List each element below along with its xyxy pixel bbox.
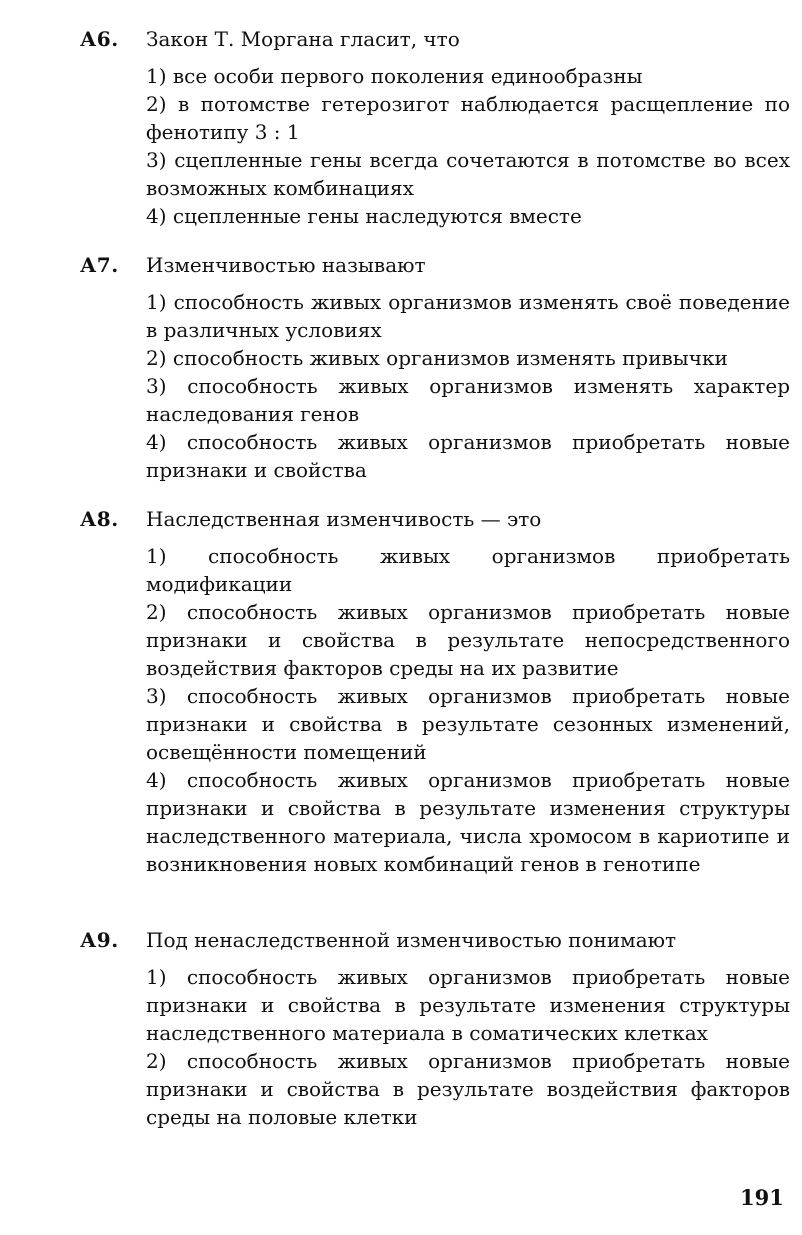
question-stem: Изменчивостью называют (146, 253, 426, 277)
answer-options (146, 62, 790, 230)
answer-option: 3) способность живых организмов приобретать новые признаки и свойства в результате сезонных изменений, освещённости помещений (146, 684, 790, 764)
answer-option: 1) способность живых организмов изменять своё поведение в различных условиях (146, 290, 790, 342)
answer-options (146, 542, 790, 878)
answer-option: 4) способность живых организмов приобретать новые признаки и свойства (146, 430, 790, 482)
answer-option: 1) способность живых организмов приобретать модификации (146, 544, 790, 596)
question-number: А7. (80, 253, 119, 277)
answer-option: 3) сцепленные гены всегда сочетаются в потомстве во всех возможных комбинациях (146, 148, 790, 200)
question-number: А8. (80, 507, 119, 531)
answer-option: 1) все особи первого поколения единообразны (146, 64, 643, 88)
answer-option: 2) в потомстве гетерозигот наблюдается расщепление по фенотипу 3 : 1 (146, 92, 790, 144)
answer-option: 3) способность живых организмов изменять характер наследования генов (146, 374, 790, 426)
answer-option: 1) способность живых организмов приобретать новые признаки и свойства в результате изменения структуры наследственного материала в соматических клетках (146, 965, 790, 1045)
question-stem: Наследственная изменчивость — это (146, 507, 542, 531)
answer-option: 2) способность живых организмов приобретать новые признаки и свойства в результате воздействия факторов среды на половые клетки (146, 1049, 790, 1129)
page-number: 191 (740, 1185, 784, 1210)
answer-option: 4) способность живых организмов приобретать новые признаки и свойства в результате изменения структуры наследственного материала, числа хромосом в кариотипе и возникновения новых комбинаций генов в генотипе (146, 768, 790, 876)
question-number: А9. (80, 928, 119, 952)
answer-option: 2) способность живых организмов приобретать новые признаки и свойства в результате непосредственного воздействия факторов среды на их развитие (146, 600, 790, 680)
question-stem: Под ненаследственной изменчивостью понимают (146, 928, 677, 952)
question-number: А6. (80, 27, 119, 51)
answer-options (146, 963, 790, 1131)
question-stem: Закон Т. Моргана гласит, что (146, 27, 460, 51)
answer-option: 2) способность живых организмов изменять привычки (146, 346, 728, 370)
answer-option: 4) сцепленные гены наследуются вместе (146, 204, 582, 228)
answer-options (146, 288, 790, 484)
